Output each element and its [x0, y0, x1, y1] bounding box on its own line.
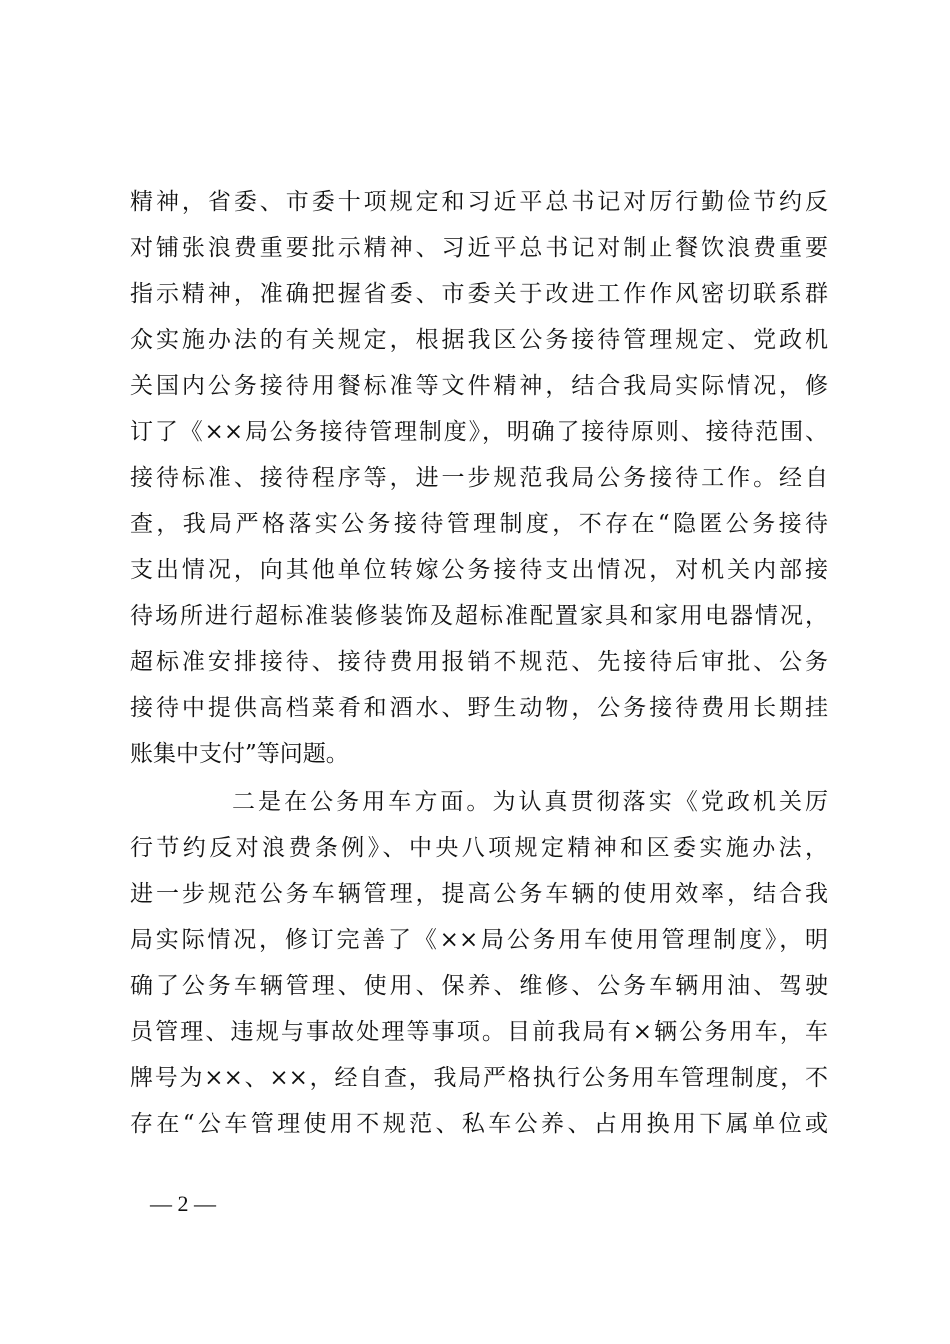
- text-line-19: 员管理、违规与事故处理等事项。目前我局有×辆公务用车，车: [130, 1019, 828, 1045]
- text-line-8: 查，我局严格落实公务接待管理制度，不存在“隐匿公务接待: [130, 511, 828, 537]
- text-line-9: 支出情况，向其他单位转嫁公务接待支出情况，对机关内部接: [130, 557, 828, 583]
- text-line-4: 众实施办法的有关规定，根据我区公务接待管理规定、党政机: [130, 327, 828, 353]
- text-line-13: 账集中支付”等问题。: [130, 741, 349, 767]
- text-line-14: 二是在公务用车方面。为认真贯彻落实《党政机关厉: [232, 789, 828, 815]
- text-line-10: 待场所进行超标准装修装饰及超标准配置家具和家用电器情况，: [130, 603, 828, 629]
- text-line-20: 牌号为××、××，经自查，我局严格执行公务用车管理制度，不: [130, 1065, 828, 1091]
- text-line-1: 精神，省委、市委十项规定和习近平总书记对厉行勤俭节约反: [130, 189, 828, 215]
- text-line-21: 存在“公车管理使用不规范、私车公养、占用换用下属单位或: [130, 1111, 828, 1137]
- page-number: — 2 —: [150, 1191, 216, 1216]
- text-line-12: 接待中提供高档菜肴和酒水、野生动物，公务接待费用长期挂: [130, 695, 828, 721]
- text-line-18: 确了公务车辆管理、使用、保养、维修、公务车辆用油、驾驶: [130, 973, 828, 999]
- text-line-17: 局实际情况，修订完善了《××局公务用车使用管理制度》，明: [130, 927, 828, 953]
- text-line-6: 订了《××局公务接待管理制度》，明确了接待原则、接待范围、: [130, 419, 828, 445]
- text-line-2: 对铺张浪费重要批示精神、习近平总书记对制止餐饮浪费重要: [130, 235, 828, 261]
- text-line-7: 接待标准、接待程序等，进一步规范我局公务接待工作。经自: [130, 465, 828, 491]
- text-line-15: 行节约反对浪费条例》、中央八项规定精神和区委实施办法，: [130, 835, 828, 861]
- text-line-3: 指示精神，准确把握省委、市委关于改进工作作风密切联系群: [130, 281, 828, 307]
- text-line-11: 超标准安排接待、接待费用报销不规范、先接待后审批、公务: [130, 649, 828, 675]
- text-line-16: 进一步规范公务车辆管理，提高公务车辆的使用效率，结合我: [130, 881, 828, 907]
- text-line-5: 关国内公务接待用餐标准等文件精神，结合我局实际情况，修: [130, 373, 828, 399]
